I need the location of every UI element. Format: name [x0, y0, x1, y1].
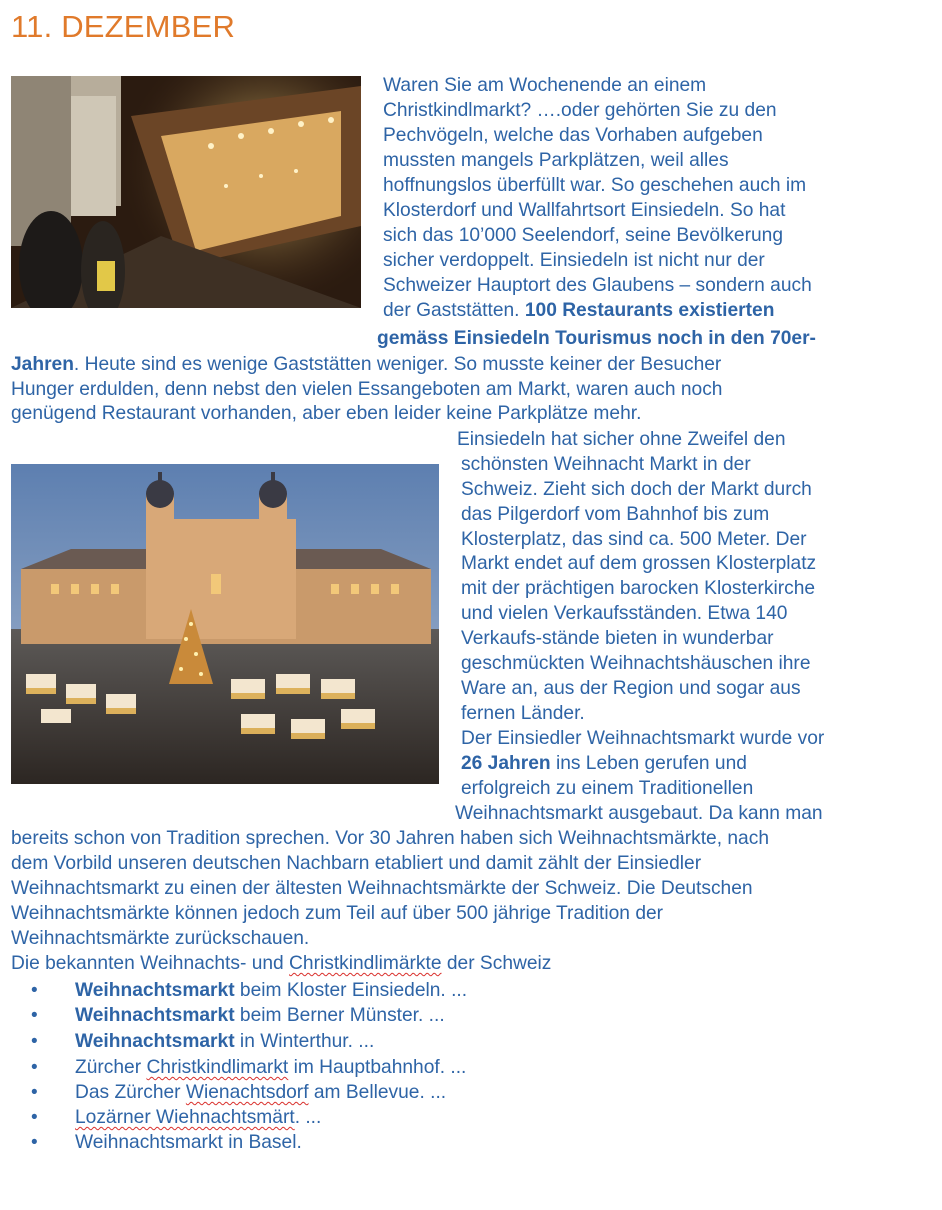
bullet-icon: • — [31, 1031, 38, 1052]
text-span: Zürcher — [75, 1057, 147, 1078]
text-span: . Heute sind es wenige Gaststätten weniger. So musste keiner der Besucher — [73, 354, 722, 375]
misspelled-word[interactable]: Wienachtsdorf — [185, 1082, 309, 1103]
text-line — [383, 298, 774, 323]
text-line: Einsiedeln hat sicher ohne Zweifel den — [457, 429, 786, 450]
text-line: Weihnachtsmarkt zu einen der ältesten Weihnachtsmärkte der Schweiz. Die Deutschen — [11, 878, 753, 899]
text-span: ins Leben gerufen und — [550, 753, 747, 774]
bullet-icon: • — [31, 1132, 38, 1153]
text-line: Weihnachtsmärkte können jedoch zum Teil auf über 500 jährige Tradition der — [11, 903, 664, 924]
bold-text-line: gemäss Einsiedeln Tourismus noch in den 70er- — [377, 328, 816, 349]
text-span: . ... — [294, 1107, 322, 1128]
text-line: hoffnungslos überfüllt war. So geschehen auch im — [383, 175, 807, 196]
list-item-text — [75, 1080, 446, 1105]
list-item-text — [75, 1055, 466, 1080]
misspelled-word[interactable]: Christkindlimärkte — [289, 953, 442, 974]
einsiedeln-monastery-christmas-market-photo — [11, 464, 439, 784]
bullet-icon: • — [31, 1107, 38, 1128]
misspelled-word[interactable]: Lozärner Wiehnachtsmärt — [75, 1107, 295, 1128]
text-line: Hunger erdulden, denn nebst den vielen Essangeboten am Markt, waren auch noch — [11, 379, 723, 400]
text-line: Christkindlmarkt? ….oder gehörten Sie zu den — [383, 100, 777, 121]
text-span: der Schweiz — [441, 953, 552, 974]
page-title: 11. DEZEMBER — [11, 9, 236, 44]
text-span: Das Zürcher — [75, 1082, 186, 1103]
list-item-text — [75, 1029, 374, 1054]
misspelled-word[interactable]: Christkindlimarkt — [146, 1057, 289, 1078]
text-span: am Bellevue. ... — [308, 1082, 447, 1103]
text-line: Pechvögeln, welche das Vorhaben aufgeben — [383, 125, 763, 146]
text-line: dem Vorbild unseren deutschen Nachbarn etabliert und damit zählt der Einsiedler — [11, 853, 702, 874]
text-line: mussten mangels Parkplätzen, weil alles — [383, 150, 729, 171]
text-line: Klosterdorf und Wallfahrtsort Einsiedeln. So hat — [383, 200, 786, 221]
bullet-icon: • — [31, 1057, 38, 1078]
bold-text: Weihnachtsmarkt — [75, 1005, 235, 1026]
text-line: schönsten Weihnacht Markt in der — [461, 454, 751, 475]
text-line: Ware an, aus der Region und sogar aus — [461, 678, 801, 699]
text-span: beim Kloster Einsiedeln. ... — [234, 980, 468, 1001]
text-span: der Gaststätten. — [383, 300, 525, 321]
bold-text: Weihnachtsmarkt — [75, 980, 235, 1001]
text-line: Waren Sie am Wochenende an einem — [383, 75, 707, 96]
text-line: mit der prächtigen barocken Klosterkirche — [461, 578, 816, 599]
text-line: fernen Länder. — [461, 703, 585, 724]
text-line: bereits schon von Tradition sprechen. Vor 30 Jahren haben sich Weihnachtsmärkte, nach — [11, 828, 769, 849]
bullet-icon: • — [31, 1005, 38, 1026]
text-line — [11, 352, 721, 377]
list-item-text — [75, 978, 467, 1003]
text-line: sich das 10’000 Seelendorf, seine Bevölkerung — [383, 225, 784, 246]
bullet-icon: • — [31, 1082, 38, 1103]
text-line: Schweizer Hauptort des Glaubens – sondern auch — [383, 275, 812, 296]
text-line — [461, 751, 747, 776]
text-line: und vielen Verkaufsständen. Etwa 140 — [461, 603, 788, 624]
bold-text: 100 Restaurants existierten — [524, 300, 775, 321]
list-item-text: Weihnachtsmarkt in Basel. — [75, 1132, 302, 1153]
text-line: Weihnachtsmärkte zurückschauen. — [11, 928, 310, 949]
text-line: Markt endet auf dem grossen Klosterplatz — [461, 553, 817, 574]
text-span: in Winterthur. ... — [234, 1031, 375, 1052]
christmas-market-stalls-photo — [11, 76, 361, 308]
text-line: erfolgreich zu einem Traditionellen — [461, 778, 754, 799]
text-line: geschmückten Weihnachtshäuschen ihre — [461, 653, 811, 674]
text-span: beim Berner Münster. ... — [234, 1005, 445, 1026]
text-line: sicher verdoppelt. Einsiedeln ist nicht nur der — [383, 250, 765, 271]
text-line: Weihnachtsmarkt ausgebaut. Da kann man — [455, 803, 823, 824]
text-line: genügend Restaurant vorhanden, aber eben leider keine Parkplätze mehr. — [11, 403, 642, 424]
bold-text: 26 Jahren — [461, 753, 551, 774]
text-line: das Pilgerdorf vom Bahnhof bis zum — [461, 504, 770, 525]
text-line: Verkaufs-stände bieten in wunderbar — [461, 628, 774, 649]
bold-text: Jahren — [11, 354, 74, 375]
text-line: Der Einsiedler Weihnachtsmarkt wurde vor — [461, 728, 825, 749]
list-item-text — [75, 1003, 445, 1028]
bold-text: Weihnachtsmarkt — [75, 1031, 235, 1052]
text-line: Klosterplatz, das sind ca. 500 Meter. Der — [461, 529, 807, 550]
list-item-text — [75, 1105, 321, 1130]
text-span: Die bekannten Weihnachts- und — [11, 953, 290, 974]
bullet-icon: • — [31, 980, 38, 1001]
list-intro — [11, 951, 551, 976]
text-span: im Hauptbahnhof. ... — [288, 1057, 467, 1078]
text-line: Schweiz. Zieht sich doch der Markt durch — [461, 479, 812, 500]
